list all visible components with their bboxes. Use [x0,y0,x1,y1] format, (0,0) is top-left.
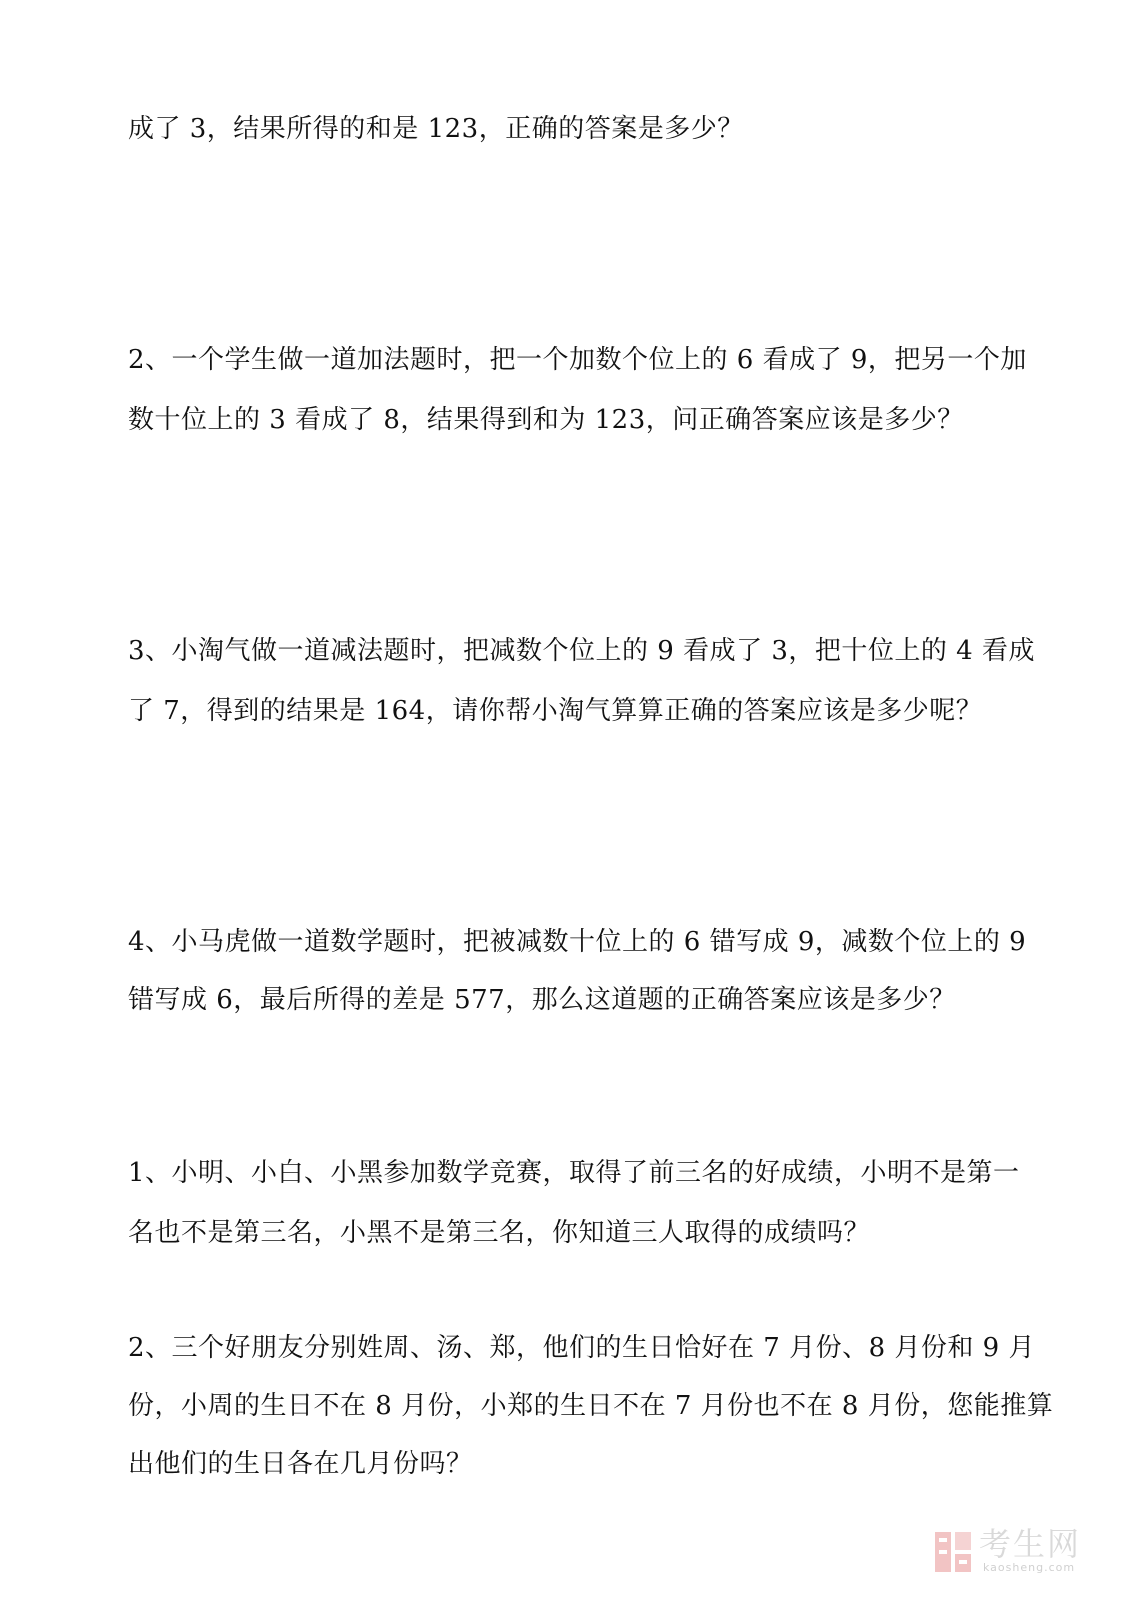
watermark-text: 考生网 [979,1525,1082,1563]
watermark [933,1526,1093,1582]
text-line-1: 成了 3，结果所得的和是 123，正确的答案是多少？ [128,114,744,144]
logic-problem-1-line-2: 名也不是第三名，小黑不是第三名，你知道三人取得的成绩吗？ [128,1218,871,1248]
logic-problem-2-line-2: 份，小周的生日不在 8 月份，小郑的生日不在 7 月份也不在 8 月份，您能推算 [128,1391,1054,1421]
problem-2-line-2: 数十位上的 3 看成了 8，结果得到和为 123，问正确答案应该是多少？ [128,405,964,435]
problem-4-line-2: 错写成 6，最后所得的差是 577，那么这道题的正确答案应该是多少？ [128,985,956,1015]
problem-3-line-2: 了 7，得到的结果是 164，请你帮小淘气算算正确的答案应该是多少呢？ [128,696,983,726]
logic-problem-2-line-3: 出他们的生日各在几月份吗？ [128,1449,473,1479]
logic-problem-2-line-1: 2、三个好朋友分别姓周、汤、郑，他们的生日恰好在 7 月份、8 月份和 9 月 [128,1333,1035,1363]
kaosheng-logo-icon [933,1530,973,1574]
logic-problem-1-line-1: 1、小明、小白、小黑参加数学竞赛，取得了前三名的好成绩，小明不是第一 [128,1158,1020,1188]
problem-4-line-1: 4、小马虎做一道数学题时，把被减数十位上的 6 错写成 9，减数个位上的 9 [128,927,1027,957]
watermark-subtext: kaosheng.com [983,1561,1076,1574]
problem-2-line-1: 2、一个学生做一道加法题时，把一个加数个位上的 6 看成了 9，把另一个加 [128,345,1027,375]
problem-3-line-1: 3、小淘气做一道减法题时，把减数个位上的 9 看成了 3，把十位上的 4 看成 [128,636,1035,666]
